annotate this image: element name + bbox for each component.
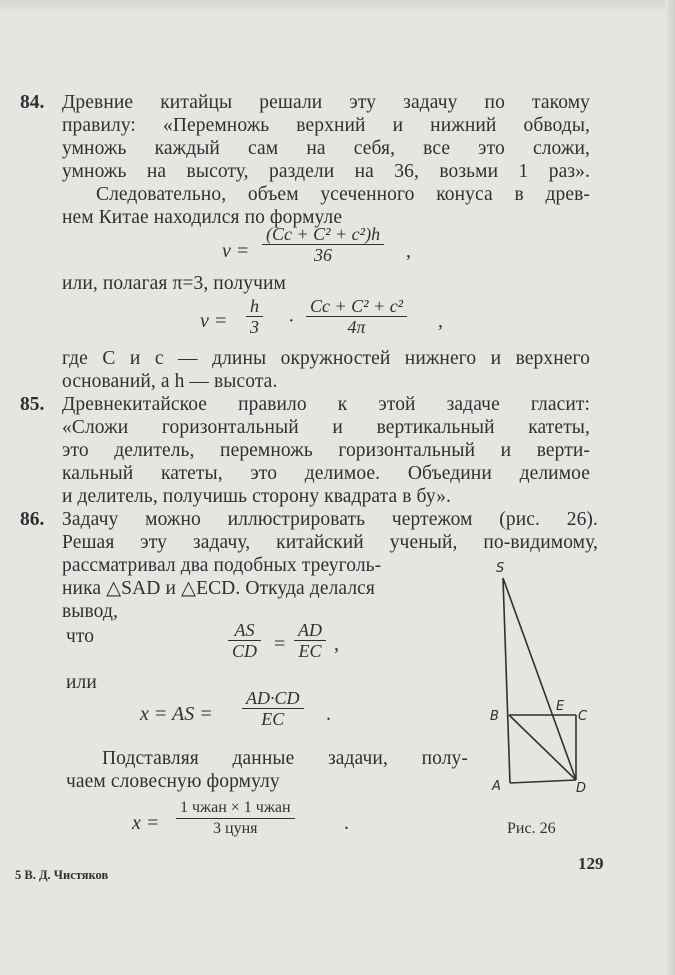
formula1-denominator: 36 <box>262 244 384 265</box>
formula3-f2-numerator: AD <box>298 620 322 640</box>
label-A: A <box>492 779 501 794</box>
problem-86-line-5: вывод, <box>62 601 118 622</box>
page-number: 129 <box>578 854 604 873</box>
formula3-equals: = <box>274 633 286 655</box>
page-shadow-top <box>0 0 675 14</box>
line-SD <box>503 578 576 780</box>
label-ili: или <box>66 672 97 693</box>
formula4-period: . <box>326 703 331 725</box>
formula4-lhs: x = AS = <box>140 703 213 725</box>
line-SA <box>503 578 510 783</box>
problem-85-line-4: кальный катеты, это делимое. Объедини делимое <box>62 463 590 484</box>
formula2-f2-numerator: Cc + C² + c² <box>310 296 404 316</box>
problem-86-line-4: ника △SAD и △ECD. Откуда делался <box>62 578 375 599</box>
formula1-fraction <box>262 224 384 265</box>
figure-caption: Рис. 26 <box>507 820 556 837</box>
label-C: C <box>578 709 588 724</box>
formula3-f2-denominator: EC <box>294 640 326 661</box>
line-AD <box>510 780 576 783</box>
figure-26-diagram <box>480 560 590 800</box>
formula4-fraction <box>242 688 304 729</box>
problem-84-line-6: нем Китае находился по формуле <box>62 207 343 228</box>
formula3-f1-numerator: AS <box>234 620 255 640</box>
formula1-numerator: (Cc + C² + c²)h <box>266 224 381 244</box>
problem-number-85: 85. <box>20 394 45 415</box>
problem-85-line-2: «Сложи горизонтальный и вертикальный катеты, <box>62 417 590 438</box>
problem-85-line-1: Древнекитайское правило к этой задаче гласит: <box>62 394 590 415</box>
formula2-f2-denominator: 4π <box>306 316 407 337</box>
formula5-numerator: 1 чжан × 1 чжан <box>180 799 291 816</box>
page-shadow-right <box>665 0 675 975</box>
label-S: S <box>496 561 505 576</box>
formula2-lhs: v = <box>200 310 228 332</box>
problem-86-after-1: Подставляя данные задачи, полу- <box>102 748 468 769</box>
problem-84-line-2: правилу: «Перемножь верхний и нижний обводы, <box>62 115 590 136</box>
formula3-f1-denominator: CD <box>228 640 261 661</box>
problem-85-line-5: и делитель, получишь сторону квадрата в бу». <box>62 486 451 507</box>
formula4-numerator: AD·CD <box>246 688 300 708</box>
formula1-lhs: v = <box>222 240 250 262</box>
formula5-lhs: x = <box>132 812 160 834</box>
problem-85-line-3: это делитель, перемножь горизонтальный и верти- <box>62 440 590 461</box>
formula5-fraction <box>176 798 295 839</box>
formula1-comma: , <box>406 240 411 262</box>
formula3-fraction-1 <box>228 620 261 661</box>
formula2-f1-numerator: h <box>250 296 259 316</box>
problem-84-after-2: оснований, а h — высота. <box>62 371 278 392</box>
formula2-fraction-2 <box>306 296 407 337</box>
problem-84-line-3: умножь каждый сам на себя, все это сложи, <box>62 138 590 159</box>
formula5-denominator: 3 цуня <box>176 818 295 839</box>
formula3-fraction-2 <box>294 620 326 661</box>
formula5-period: . <box>344 812 349 834</box>
problem-84-line-4: умножь на высоту, раздели на 36, возьми 1 раз». <box>62 161 590 182</box>
problem-86-line-3: рассматривал два подобных треуголь- <box>62 555 382 576</box>
formula2-dot: · <box>288 310 295 332</box>
line-BD <box>509 715 576 780</box>
label-E: E <box>556 699 565 714</box>
formula3-comma: , <box>334 633 339 655</box>
formula2-f1-denominator: 3 <box>246 316 263 337</box>
formula2-fraction-1 <box>246 296 263 337</box>
problem-number-84: 84. <box>20 92 45 113</box>
label-D: D <box>576 781 587 796</box>
problem-86-line-1: Задачу можно иллюстрировать чертежом (рис. 26). <box>62 509 598 530</box>
formula4-denominator: EC <box>242 708 304 729</box>
problem-84-line-1: Древние китайцы решали эту задачу по такому <box>62 92 590 113</box>
problem-84-line-5: Следовательно, объем усеченного конуса в древ- <box>96 184 590 205</box>
problem-84-after-1: где C и c — длины окружностей нижнего и верхнего <box>62 348 590 369</box>
problem-86-line-2: Решая эту задачу, китайский ученый, по-видимому, <box>62 532 598 553</box>
problem-84-line-pi: или, полагая π=3, получим <box>62 273 286 294</box>
label-B: B <box>490 709 499 724</box>
label-chto: что <box>66 626 95 647</box>
problem-86-after-2: чаем словесную формулу <box>66 771 280 792</box>
formula2-comma: , <box>438 310 443 332</box>
footer-signature: 5 В. Д. Чистяков <box>15 868 109 882</box>
problem-number-86: 86. <box>20 509 45 530</box>
